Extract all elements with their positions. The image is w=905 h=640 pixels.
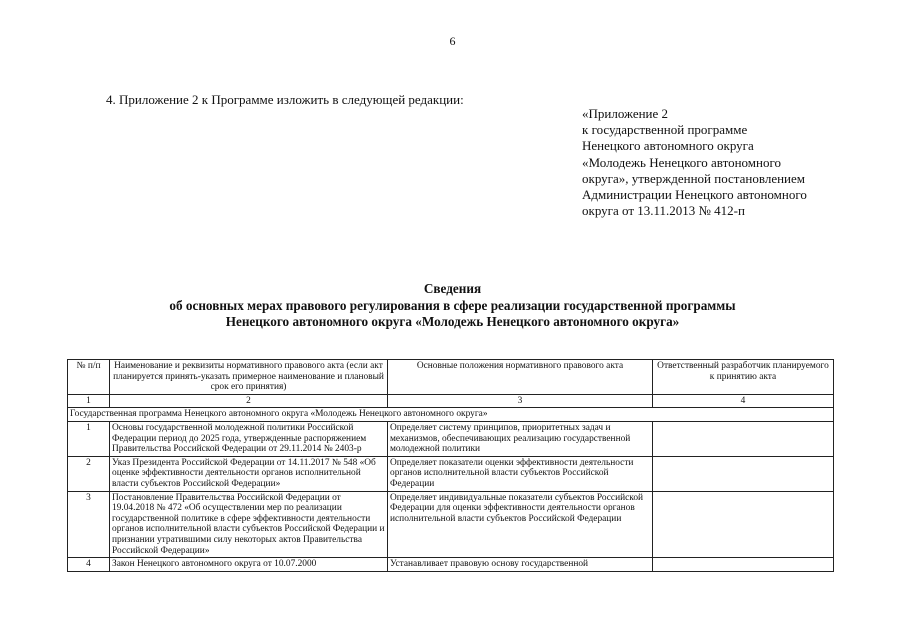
heading-program: Ненецкого автономного округа «Молодежь Ненецкого автономного округа» bbox=[225, 314, 680, 329]
appendix-line: «Молодежь Ненецкого автономного bbox=[582, 154, 781, 170]
row-number: 1 bbox=[68, 421, 110, 456]
column-header-developer: Ответственный разработчик планируемого к принятию акта bbox=[653, 360, 834, 395]
page-number: 6 bbox=[449, 34, 456, 48]
appendix-line: Администрации Ненецкого автономного bbox=[582, 187, 807, 203]
appendix-line: к государственной программе bbox=[582, 122, 748, 138]
act-cell: Указ Президента Российской Федерации от 14.11.2017 № 548 «Об оценке эффективности деятельности органов исполнительной власти субъектов Российской Федерации» bbox=[110, 456, 388, 491]
intro-paragraph: 4. Приложение 2 к Программе изложить в следующей редакции: bbox=[106, 92, 464, 107]
developer-cell bbox=[653, 421, 834, 456]
appendix-block bbox=[582, 106, 807, 219]
developer-cell bbox=[653, 558, 834, 572]
table-row bbox=[68, 456, 834, 491]
appendix-line: округа», утвержденной постановлением bbox=[582, 170, 805, 186]
heading-subtitle: об основных мерах правового регулирования в сфере реализации государственной программы bbox=[169, 297, 736, 313]
row-number: 4 bbox=[68, 558, 110, 572]
table-row bbox=[68, 558, 834, 572]
column-header-number: № п/п bbox=[68, 360, 110, 395]
column-number: 4 bbox=[653, 394, 834, 408]
column-number: 1 bbox=[68, 394, 110, 408]
measures-table bbox=[67, 359, 834, 572]
act-cell: Постановление Правительства Российской Федерации от 19.04.2018 № 472 «Об осуществлении мер по реализации государственной политике в сфере эффективности деятельности органов исполнительной власти субъектов Российской Федерации и признании утратившими силу некоторых актов Правительства Российской Федерации» bbox=[110, 491, 388, 558]
column-numbers-row bbox=[68, 394, 834, 408]
appendix-line: округа от 13.11.2013 № 412-п bbox=[582, 203, 745, 219]
program-row bbox=[68, 408, 834, 422]
program-title-cell: Государственная программа Ненецкого автономного округа «Молодежь Ненецкого автономного округа» bbox=[68, 408, 834, 422]
provisions-cell: Устанавливает правовую основу государственной bbox=[388, 558, 653, 572]
provisions-cell: Определяет индивидуальные показатели субъектов Российской Федерации для оценки эффективности деятельности органов исполнительной власти субъектов Российской Федерации bbox=[388, 491, 653, 558]
provisions-cell: Определяет систему принципов, приоритетных задач и механизмов, обеспечивающих реализацию государственной молодежной политики bbox=[388, 421, 653, 456]
appendix-line: «Приложение 2 bbox=[582, 106, 669, 121]
column-header-provisions: Основные положения нормативного правового акта bbox=[388, 360, 653, 395]
row-number: 3 bbox=[68, 491, 110, 558]
table-header-row bbox=[68, 360, 834, 395]
appendix-line: Ненецкого автономного округа bbox=[582, 138, 754, 154]
provisions-cell: Определяет показатели оценки эффективности деятельности органов исполнительной власти субъектов Российской Федерации bbox=[388, 456, 653, 491]
developer-cell bbox=[653, 456, 834, 491]
column-number: 2 bbox=[110, 394, 388, 408]
column-header-act: Наименование и реквизиты нормативного правового акта (если акт планируется принять-указать примерное наименование и плановый срок его принятия) bbox=[110, 360, 388, 395]
developer-cell bbox=[653, 491, 834, 558]
act-cell: Закон Ненецкого автономного округа от 10.07.2000 bbox=[110, 558, 388, 572]
column-number: 3 bbox=[388, 394, 653, 408]
table-row bbox=[68, 421, 834, 456]
heading-title: Сведения bbox=[423, 281, 482, 296]
document-heading bbox=[0, 281, 905, 331]
table-row bbox=[68, 491, 834, 558]
row-number: 2 bbox=[68, 456, 110, 491]
act-cell: Основы государственной молодежной политики Российской Федерации период до 2025 года, утвержденные распоряжением Правительства Российской Федерации от 29.11.2014 № 2403-р bbox=[110, 421, 388, 456]
